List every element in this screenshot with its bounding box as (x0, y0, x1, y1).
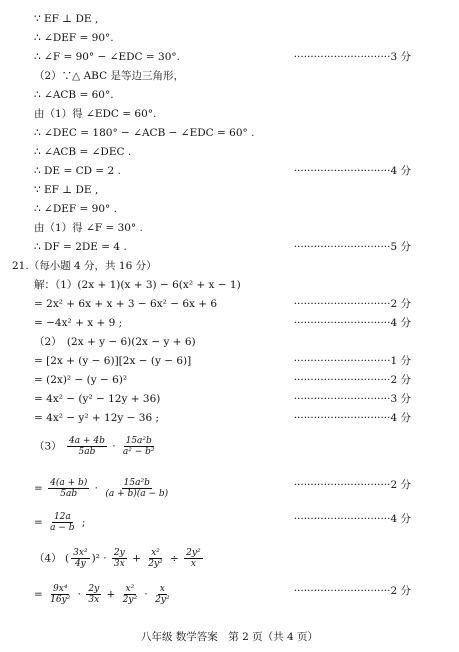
part4-label: （4） (34, 552, 62, 565)
line-text: ∴ ∠ACB = 60°. (34, 89, 114, 101)
score-mark: ·····························2 分 (293, 298, 411, 310)
fraction: $\frac{\text{2y²}}{x}$ (186, 548, 201, 569)
fraction: $\frac{12a}{a - b}$ (50, 512, 75, 533)
line-text: ∴ DE = CD = 2 . (34, 165, 121, 177)
fraction: $\frac{\text{x²}}{\text{2y²}}$ (122, 584, 138, 605)
line-text: 由（1）得 ∠EDC = 60°. (34, 108, 157, 120)
line-text: = 4x² − y² + 12y − 36 ; (34, 412, 160, 424)
line-text: = 4x² − (y² − 12y + 36) (34, 393, 161, 405)
score-mark: ·····························3 分 (293, 51, 411, 63)
line-text: ∴ ∠DEF = 90°. (34, 32, 114, 44)
fraction: $\frac{\text{15a²b}}{(a + b)(a - b)}$ (105, 478, 169, 499)
fraction: $\frac{\text{15a²b}}{\text{a² − b²}}$ (122, 436, 155, 457)
fraction: $\frac{x}{\text{2y²}}$ (155, 584, 170, 605)
fraction: $\frac{4a + 4b}{5ab}$ (69, 436, 105, 457)
score-mark: ·····························4 分 (293, 317, 411, 329)
fraction: $\frac{2y}{3x}$ (88, 584, 100, 605)
line-text: ∵ EF ⊥ DE , (34, 13, 99, 25)
line-text: ∴ ∠F = 90° − ∠EDC = 30°. (34, 51, 180, 63)
score-mark: ·····························4 分 (293, 165, 411, 177)
line-text: = 2x² + 6x + x + 3 − 6x² − 6x + 6 (34, 298, 218, 310)
line-text: ∴ DF = 2DE = 4 . (34, 241, 127, 253)
line-text: = (2x)² − (y − 6)² (34, 374, 128, 386)
line-text: 21.（每小题 4 分，共 16 分） (12, 260, 157, 272)
fraction: $\frac{\text{9x⁴}}{\text{16y²}}$ (50, 584, 71, 605)
fraction: $\frac{\text{3x²}}{4y}$ (73, 548, 88, 569)
fraction: $\frac{2y}{3x}$ (113, 548, 125, 569)
fraction: $\frac{4(a + b)}{5ab}$ (50, 478, 88, 499)
line-text: ∴ ∠ACB = ∠DEC . (34, 146, 132, 158)
line-text: （2）∵△ ABC 是等边三角形， (34, 70, 184, 82)
score-mark: ·····························3 分 (293, 393, 411, 405)
score-mark: ·····························2 分 (293, 585, 411, 597)
line-text: = −4x² + x + 9 ; (34, 317, 123, 329)
line-text: = [2x + (y − 6)][2x − (y − 6)] (34, 355, 192, 367)
score-mark: ·····························4 分 (293, 513, 411, 525)
line-text: （2） (2x + y − 6)(2x − y + 6) (34, 336, 196, 348)
page-footer: 八年级 数学答案 第 2 页（共 4 页） (140, 631, 319, 643)
score-mark: ·····························2 分 (293, 479, 411, 491)
score-mark: ·····························2 分 (293, 374, 411, 386)
line-text: ∵ EF ⊥ DE , (34, 184, 99, 196)
line-text: ∴ ∠DEC = 180° − ∠ACB − ∠EDC = 60° . (34, 127, 255, 139)
score-mark: ·····························5 分 (293, 241, 411, 253)
score-mark: ·····························4 分 (293, 412, 411, 424)
line-text: 解：（1）(2x + 1)(x + 3) − 6(x² + x − 1) (34, 279, 241, 291)
fraction: $\frac{\text{x²}}{\text{2y²}}$ (148, 548, 163, 569)
score-mark: ·····························1 分 (293, 355, 411, 367)
part3-label: （3） (34, 440, 62, 453)
line-text: ∴ ∠DEF = 90° . (34, 203, 117, 215)
line-text: 由（1）得 ∠F = 30° . (34, 222, 143, 234)
